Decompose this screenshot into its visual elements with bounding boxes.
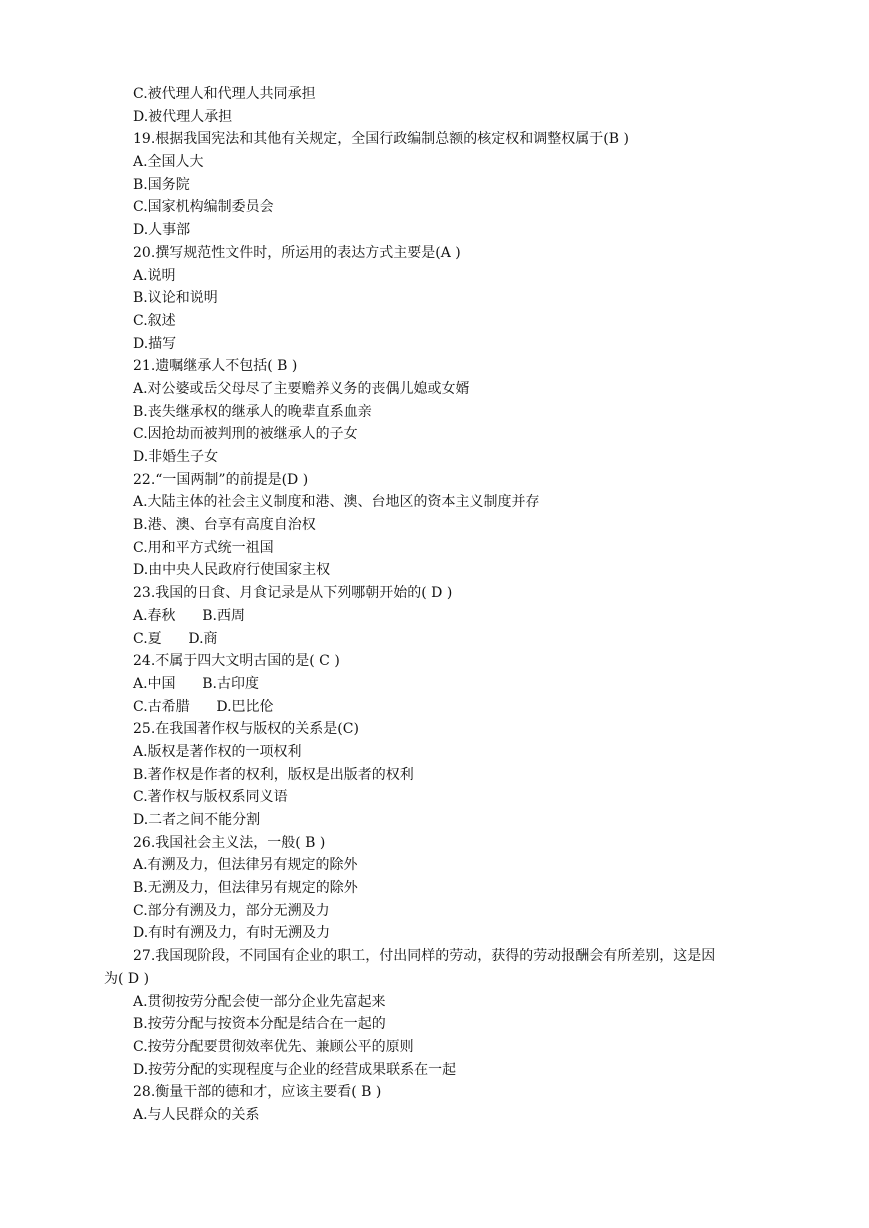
option-line: A.中国 B.古印度 <box>133 675 259 692</box>
option-line: A.对公婆或岳父母尽了主要赡养义务的丧偶儿媳或女婿 <box>133 380 470 397</box>
question-line: 24.不属于四大文明古国的是( C ) <box>133 653 340 670</box>
option-line: D.二者之间不能分割 <box>133 812 261 828</box>
option-line: C.古希腊 D.巴比伦 <box>133 698 274 715</box>
option-line: A.全国人大 <box>133 154 204 171</box>
document-body <box>104 83 769 1127</box>
question-line: 20.撰写规范性文件时，所运用的表达方式主要是(A ) <box>133 244 461 261</box>
option-line: D.被代理人承担 <box>133 108 233 125</box>
question-line: 21.遗嘱继承人不包括( B ) <box>133 358 298 375</box>
option-line: C.被代理人和代理人共同承担 <box>133 86 316 102</box>
question-line: 23.我国的日食、月食记录是从下列哪朝开始的( D ) <box>133 585 453 602</box>
question-continuation-line: 为( D ) <box>104 970 150 987</box>
option-line: C.国家机构编制委员会 <box>133 199 274 216</box>
option-line: A.与人民群众的关系 <box>133 1106 260 1123</box>
option-line: A.说明 <box>133 267 176 284</box>
option-line: C.部分有溯及力，部分无溯及力 <box>133 902 330 919</box>
option-line: B.无溯及力，但法律另有规定的除外 <box>133 880 358 897</box>
question-line: 28.衡量干部的德和才，应该主要看( B ) <box>133 1084 382 1101</box>
option-line: A.有溯及力，但法律另有规定的除外 <box>133 857 358 874</box>
option-line: B.港、澳、台享有高度自治权 <box>133 517 316 534</box>
option-line: D.有时有溯及力，有时无溯及力 <box>133 925 331 942</box>
question-line: 27.我国现阶段，不同国有企业的职工，付出同样的劳动，获得的劳动报酬会有所差别，这是因 <box>133 948 716 965</box>
option-line: C.用和平方式统一祖国 <box>133 539 274 556</box>
option-line: D.非婚生子女 <box>133 449 219 465</box>
option-line: B.按劳分配与按资本分配是结合在一起的 <box>133 1016 386 1033</box>
option-line: A.春秋 B.西周 <box>133 607 245 624</box>
option-line: A.版权是著作权的一项权利 <box>133 743 302 760</box>
option-line: D.描写 <box>133 335 177 352</box>
option-line: C.因抢劫而被判刑的被继承人的子女 <box>133 426 358 443</box>
option-line: C.叙述 <box>133 312 176 329</box>
option-line: D.按劳分配的实现程度与企业的经营成果联系在一起 <box>133 1061 457 1078</box>
option-line: D.由中央人民政府行使国家主权 <box>133 562 331 579</box>
question-line: 25.在我国著作权与版权的关系是(C) <box>133 721 359 738</box>
option-line: C.夏 D.商 <box>133 630 218 647</box>
question-line: 19.根据我国宪法和其他有关规定，全国行政编制总额的核定权和调整权属于(B ) <box>133 131 629 148</box>
option-line: B.议论和说明 <box>133 290 218 307</box>
option-line: C.著作权与版权系同义语 <box>133 789 288 806</box>
option-line: A.大陆主体的社会主义制度和港、澳、台地区的资本主义制度并存 <box>133 494 540 511</box>
option-line: B.国务院 <box>133 176 190 193</box>
option-line: B.丧失继承权的继承人的晚辈直系血亲 <box>133 403 372 420</box>
option-line: C.按劳分配要贯彻效率优先、兼顾公平的原则 <box>133 1038 414 1055</box>
option-line: A.贯彻按劳分配会使一部分企业先富起来 <box>133 993 386 1010</box>
question-line: 22.“一国两制”的前提是(D ) <box>133 471 309 488</box>
option-line: D.人事部 <box>133 222 191 239</box>
option-line: B.著作权是作者的权利，版权是出版者的权利 <box>133 766 414 783</box>
question-line: 26.我国社会主义法，一般( B ) <box>133 834 326 851</box>
